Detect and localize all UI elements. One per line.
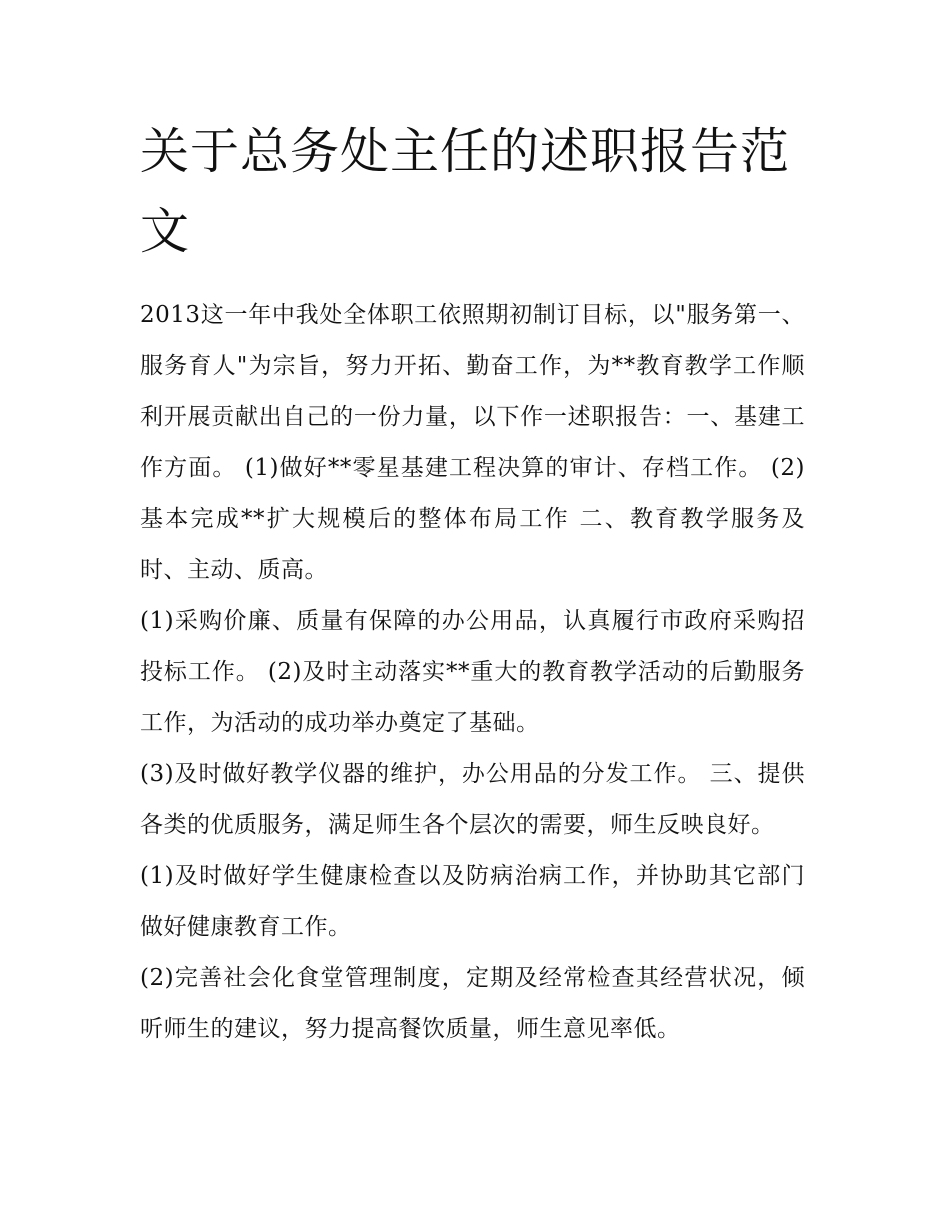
paragraph-canteen: (2)完善社会化食堂管理制度，定期及经常检查其经营状况，倾听师生的建议，努力提高餐饮质量，师生意见率低。 (140, 965, 805, 1042)
paragraph-procurement: (1)采购价廉、质量有保障的办公用品，认真履行市政府采购招投标工作。 (2)及时主动落实**重大的教育教学活动的后勤服务工作，为活动的成功举办奠定了基础。 (140, 608, 805, 736)
document-body (140, 290, 805, 1055)
document-page (140, 112, 805, 1055)
paragraph-health: (1)及时做好学生健康检查以及防病治病工作，并协助其它部门做好健康教育工作。 (140, 863, 805, 940)
document-title: 关于总务处主任的述职报告范文 (140, 123, 791, 260)
paragraph-intro: 2013这一年中我处全体职工依照期初制订目标，以"服务第一、服务育人"为宗旨，努力开拓、勤奋工作，为**教育教学工作顺利开展贡献出自己的一份力量，以下作一述职报告：一、基建工作方面。 (1)做好**零星基建工程决算的审计、存档工作。 (2)基本完成**扩大规模后的整体布局工作 二、教育教学服务及时、主动、质高。 (140, 302, 805, 583)
paragraph-instruments: (3)及时做好教学仪器的维护，办公用品的分发工作。 三、提供各类的优质服务，满足师生各个层次的需要，师生反映良好。 (140, 761, 805, 838)
